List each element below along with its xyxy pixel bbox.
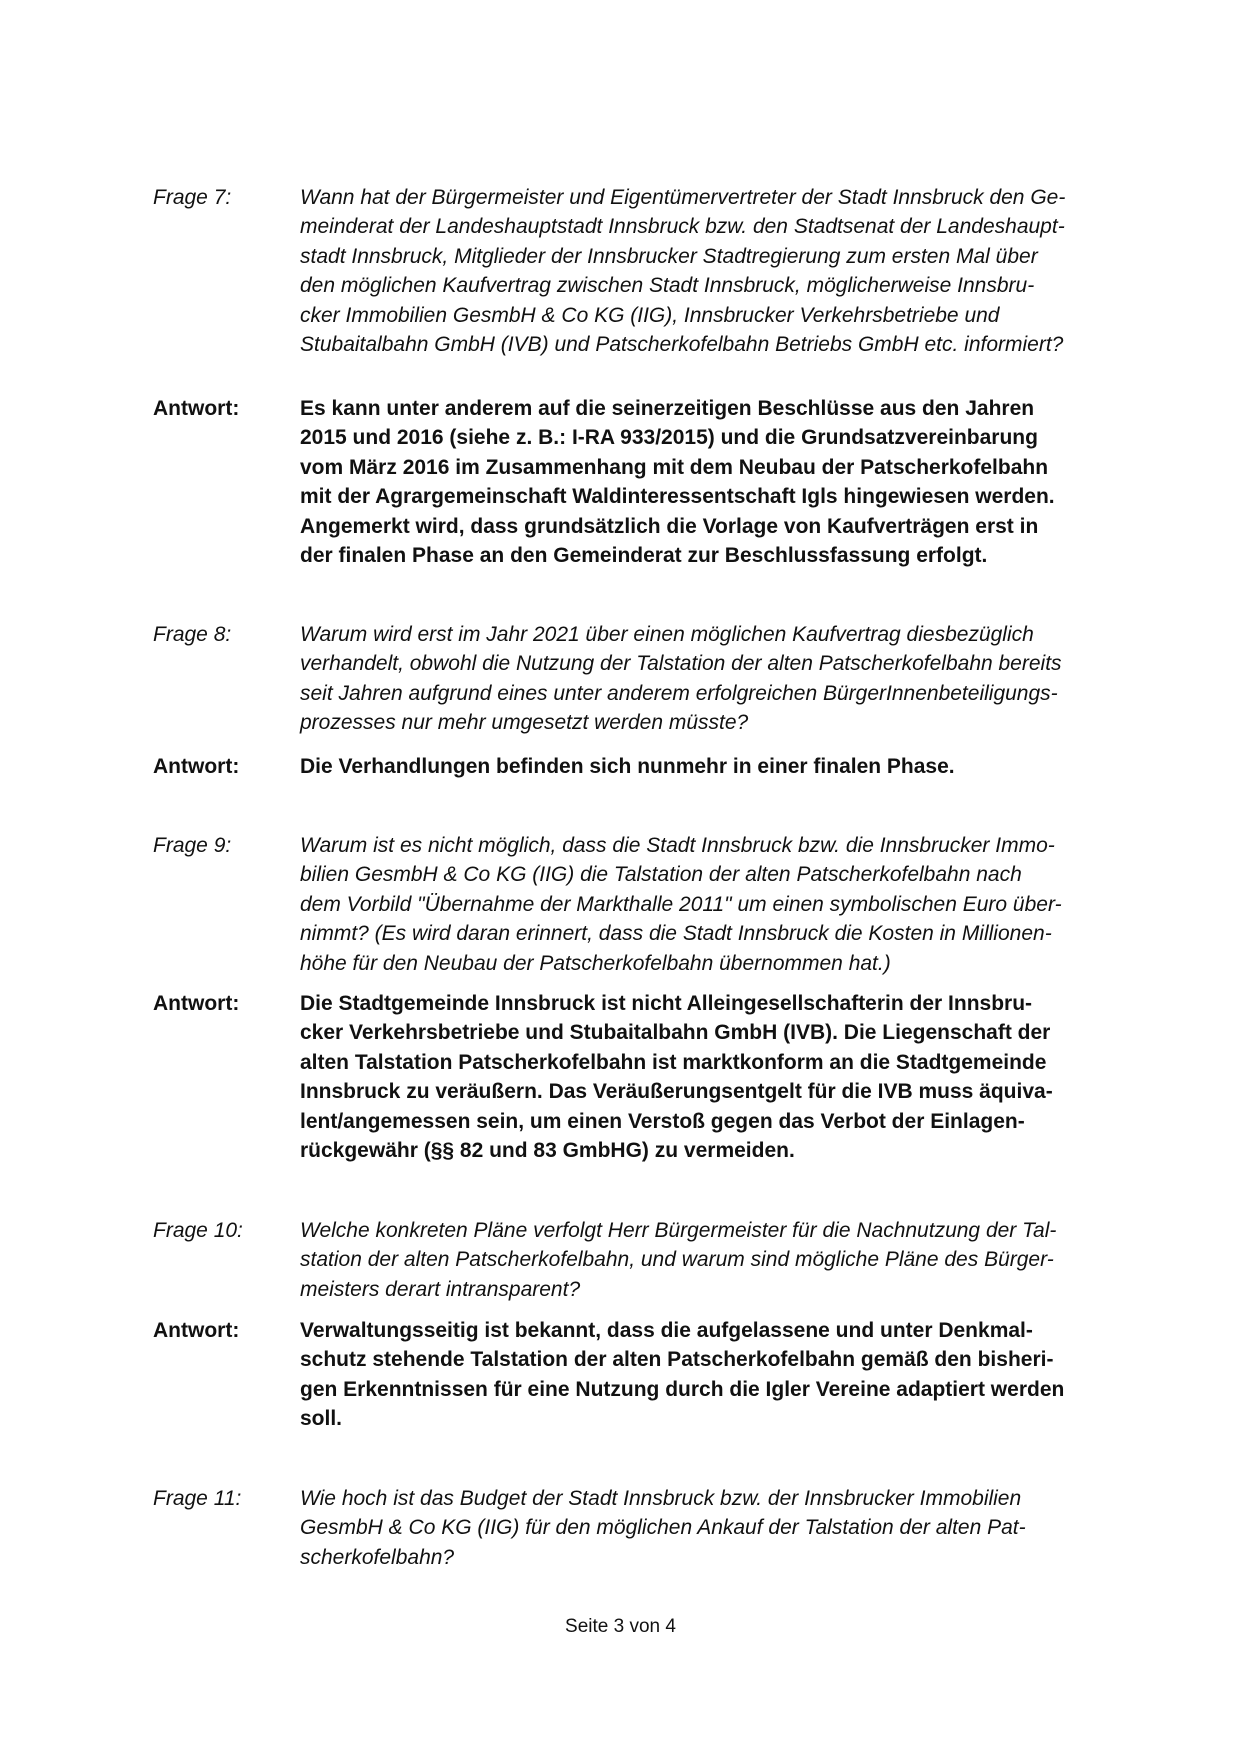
answer-7 bbox=[153, 394, 1138, 570]
text-line: station der alten Patscherkofelbahn, und warum sind mögliche Pläne des Bürger- bbox=[300, 1248, 1054, 1272]
question-text bbox=[300, 1484, 1138, 1572]
text-line: Warum ist es nicht möglich, dass die Stadt Innsbruck bzw. die Innsbrucker Immo- bbox=[300, 834, 1055, 857]
text-line: Es kann unter anderem auf die seinerzeitigen Beschlüsse aus den Jahren bbox=[300, 397, 1035, 420]
text-line: GesmbH & Co KG (IIG) für den möglichen Ankauf der Talstation der alten Pat- bbox=[300, 1516, 1026, 1540]
text-line: soll. bbox=[300, 1407, 343, 1431]
text-line: den möglichen Kaufvertrag zwischen Stadt Innsbruck, möglicherweise Innsbru- bbox=[300, 274, 1035, 298]
text-line: seit Jahren aufgrund eines unter anderem erfolgreichen BürgerInnenbeteiligungs- bbox=[300, 681, 1058, 705]
text-line: schutz stehende Talstation der alten Patscherkofelbahn gemäß den bisheri- bbox=[300, 1348, 1054, 1372]
question-text bbox=[300, 1216, 1138, 1304]
text-line: Innsbruck zu veräußern. Das Veräußerungsentgelt für die IVB muss äquiva- bbox=[300, 1080, 1053, 1104]
question-label: Frage 10: bbox=[153, 1219, 243, 1242]
text-line: nimmt? (Es wird daran erinnert, dass die Stadt Innsbruck die Kosten in Millionen- bbox=[300, 922, 1052, 946]
text-line: alten Talstation Patscherkofelbahn ist marktkonform an die Stadtgemeinde bbox=[300, 1050, 1047, 1074]
text-line: rückgewähr (§§ 82 und 83 GmbHG) zu vermeiden. bbox=[300, 1139, 795, 1163]
text-line: Verwaltungsseitig ist bekannt, dass die aufgelassene und unter Denkmal- bbox=[300, 1319, 1033, 1342]
text-line: vom März 2016 im Zusammenhang mit dem Neubau der Patscherkofelbahn bbox=[300, 455, 1049, 479]
text-line: cker Verkehrsbetriebe und Stubaitalbahn GmbH (IVB). Die Liegenschaft der bbox=[300, 1021, 1051, 1045]
text-line: Wie hoch ist das Budget der Stadt Innsbruck bzw. der Innsbrucker Immobilien bbox=[300, 1487, 1022, 1510]
question-label: Frage 9: bbox=[153, 834, 232, 857]
answer-text bbox=[300, 989, 1138, 1165]
text-line: 2015 und 2016 (siehe z. B.: I-RA 933/2015) und die Grundsatzvereinbarung bbox=[300, 426, 1038, 450]
question-text bbox=[300, 183, 1138, 359]
text-line: Angemerkt wird, dass grundsätzlich die Vorlage von Kaufverträgen erst in bbox=[300, 514, 1039, 538]
question-9 bbox=[153, 831, 1138, 978]
question-8 bbox=[153, 620, 1138, 738]
question-label: Frage 8: bbox=[153, 623, 232, 646]
text-line: Wann hat der Bürgermeister und Eigentümervertreter der Stadt Innsbruck den Ge- bbox=[300, 186, 1066, 209]
answer-label: Antwort: bbox=[153, 397, 240, 420]
answer-text bbox=[300, 394, 1138, 570]
answer-10 bbox=[153, 1316, 1138, 1434]
answer-label: Antwort: bbox=[153, 755, 240, 778]
text-line: Warum wird erst im Jahr 2021 über einen möglichen Kaufvertrag diesbezüglich bbox=[300, 623, 1034, 646]
text-line: der finalen Phase an den Gemeinderat zur Beschlussfassung erfolgt. bbox=[300, 544, 988, 568]
text-line: Die Stadtgemeinde Innsbruck ist nicht Alleingesellschafterin der Innsbru- bbox=[300, 992, 1033, 1015]
text-line: stadt Innsbruck, Mitglieder der Innsbrucker Stadtregierung zum ersten Mal über bbox=[300, 244, 1038, 268]
text-line: mit der Agrargemeinschaft Waldinteressentschaft Igls hingewiesen werden. bbox=[300, 485, 1055, 509]
text-line: scherkofelbahn? bbox=[300, 1545, 455, 1569]
text-line: dem Vorbild "Übernahme der Markthalle 2011" um einen symbolischen Euro über- bbox=[300, 892, 1062, 916]
answer-8 bbox=[153, 752, 1138, 781]
text-line: bilien GesmbH & Co KG (IIG) die Talstation der alten Patscherkofelbahn nach bbox=[300, 863, 1022, 887]
text-line: verhandelt, obwohl die Nutzung der Talstation der alten Patscherkofelbahn bereits bbox=[300, 652, 1062, 676]
answer-text bbox=[300, 752, 1138, 781]
question-label: Frage 11: bbox=[153, 1487, 242, 1510]
text-line: höhe für den Neubau der Patscherkofelbahn übernommen hat.) bbox=[300, 951, 891, 975]
text-line: gen Erkenntnissen für eine Nutzung durch die Igler Vereine adaptiert werden bbox=[300, 1377, 1065, 1401]
answer-9 bbox=[153, 989, 1138, 1165]
question-text bbox=[300, 620, 1138, 738]
question-text bbox=[300, 831, 1138, 978]
text-line: lent/angemessen sein, um einen Verstoß gegen das Verbot der Einlagen- bbox=[300, 1109, 1025, 1133]
answer-label: Antwort: bbox=[153, 1319, 240, 1342]
page-number-footer: Seite 3 von 4 bbox=[565, 1616, 676, 1637]
text-line: prozesses nur mehr umgesetzt werden müsste? bbox=[300, 711, 749, 735]
text-line: meinderat der Landeshauptstadt Innsbruck bzw. den Stadtsenat der Landeshaupt- bbox=[300, 215, 1065, 239]
question-7 bbox=[153, 183, 1138, 359]
text-line: meisters derart intransparent? bbox=[300, 1277, 581, 1301]
question-10 bbox=[153, 1216, 1138, 1304]
text-line: cker Immobilien GesmbH & Co KG (IIG), Innsbrucker Verkehrsbetriebe und bbox=[300, 303, 1000, 327]
question-11 bbox=[153, 1484, 1138, 1572]
text-line: Die Verhandlungen befinden sich nunmehr in einer finalen Phase. bbox=[300, 755, 955, 778]
answer-text bbox=[300, 1316, 1138, 1434]
answer-label: Antwort: bbox=[153, 992, 240, 1015]
text-line: Stubaitalbahn GmbH (IVB) und Patscherkofelbahn Betriebs GmbH etc. informiert? bbox=[300, 333, 1064, 357]
question-label: Frage 7: bbox=[153, 186, 232, 209]
text-line: Welche konkreten Pläne verfolgt Herr Bürgermeister für die Nachnutzung der Tal- bbox=[300, 1219, 1057, 1242]
